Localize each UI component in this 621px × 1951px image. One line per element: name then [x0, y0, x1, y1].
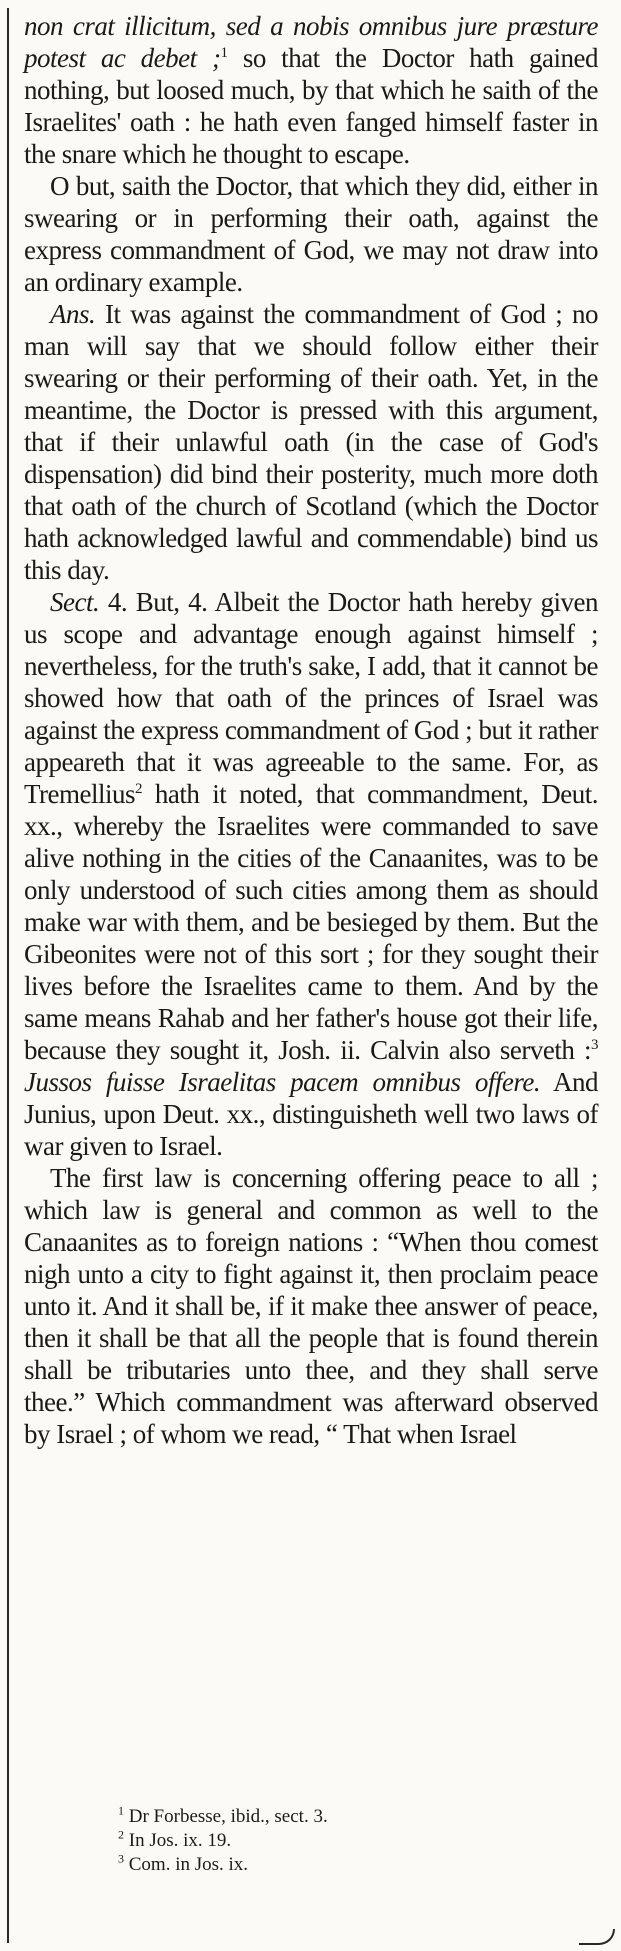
footnote-text: In Jos. ix. 19. — [124, 1830, 232, 1851]
paragraph-p2 — [24, 170, 598, 298]
footnote-text: Com. in Jos. ix. — [124, 1854, 249, 1875]
footnotes — [118, 1805, 478, 1877]
footnote-item — [118, 1853, 478, 1877]
footnote-mark: 1 — [118, 1803, 124, 1818]
paragraph-p3 — [24, 298, 598, 586]
footnote-item — [118, 1805, 478, 1829]
text-run: O but, saith the Doctor, that which they did, either in swearing or in performing their oath, against the express commandment of God, we may not draw into an ordinary example. — [24, 171, 598, 297]
italic-text: Ans. — [50, 299, 96, 329]
footnote-reference: 2 — [135, 781, 143, 797]
body-text-column — [24, 10, 598, 1450]
italic-text: Sect. — [50, 587, 100, 617]
paragraph-p4 — [24, 586, 598, 1162]
italic-text: non crat illicitum, sed a nobis omnibus jure præsture potest ac debet ; — [24, 11, 598, 73]
page-corner-mark — [579, 1929, 615, 1945]
paragraph-p1 — [24, 10, 598, 170]
left-margin-rule — [7, 8, 9, 1943]
text-run: It was against the commandment of God ; no man will say that we should follow either their swearing or their performing of their oath. Yet, in the meantime, the Doctor is pressed with this argument, that if their unlawful oath (in the case of God's dispensation) did bind their posterity, much more doth that oath of the church of Scotland (which the Doctor hath acknowledged lawful and commendable) bind us this day. — [24, 299, 598, 585]
footnote-mark: 2 — [118, 1827, 124, 1842]
footnote-reference: 1 — [220, 45, 228, 61]
footnote-mark: 3 — [118, 1851, 124, 1866]
text-run: The first law is concerning offering peace to all ; which law is general and common as well to the Canaanites as to foreign nations : “When thou comest nigh unto a city to fight against it, then proclaim peace unto it. And it shall be, if it make thee answer of peace, then it shall be that all the people that is found therein shall be tributaries unto thee, and they shall serve thee.” Which commandment was afterward observed by Israel ; of whom we read, “ That when Israel — [24, 1163, 598, 1449]
text-run: 4. But, 4. Albeit the Doctor hath hereby given us scope and advantage enough against himself ; nevertheless, for the truth's sake, I add, that it cannot be showed how that oath of the princes of Israel was against the express commandment of God ; but it rather appeareth that it was agreeable to the same. For, as Tremellius — [24, 587, 598, 809]
italic-text: Jussos fuisse Israelitas pacem omnibus offere. — [24, 1067, 541, 1097]
text-run: so that the Doctor hath gained nothing, but loosed much, by that which he saith of the Israelites' oath : he hath even fanged himself faster in the snare which he thought to escape. — [24, 43, 598, 169]
text-run: hath it noted, that commandment, Deut. xx., whereby the Israelites were commanded to save alive nothing in the cities of the Canaanites, was to be only understood of such cities among them as should make war with them, and be besieged by them. But the Gibeonites were not of this sort ; for they sought their lives before the Israelites came to them. And by the same means Rahab and her father's house got their life, because they sought it, Josh. ii. Calvin also serveth : — [24, 779, 598, 1065]
paragraph-p5 — [24, 1162, 598, 1450]
text-run: And Junius, upon Deut. xx., distinguisheth well two laws of war given to Israel. — [24, 1067, 598, 1161]
footnote-reference: 3 — [591, 1037, 598, 1053]
footnote-text: Dr Forbesse, ibid., sect. 3. — [124, 1806, 328, 1827]
footnote-item — [118, 1829, 478, 1853]
